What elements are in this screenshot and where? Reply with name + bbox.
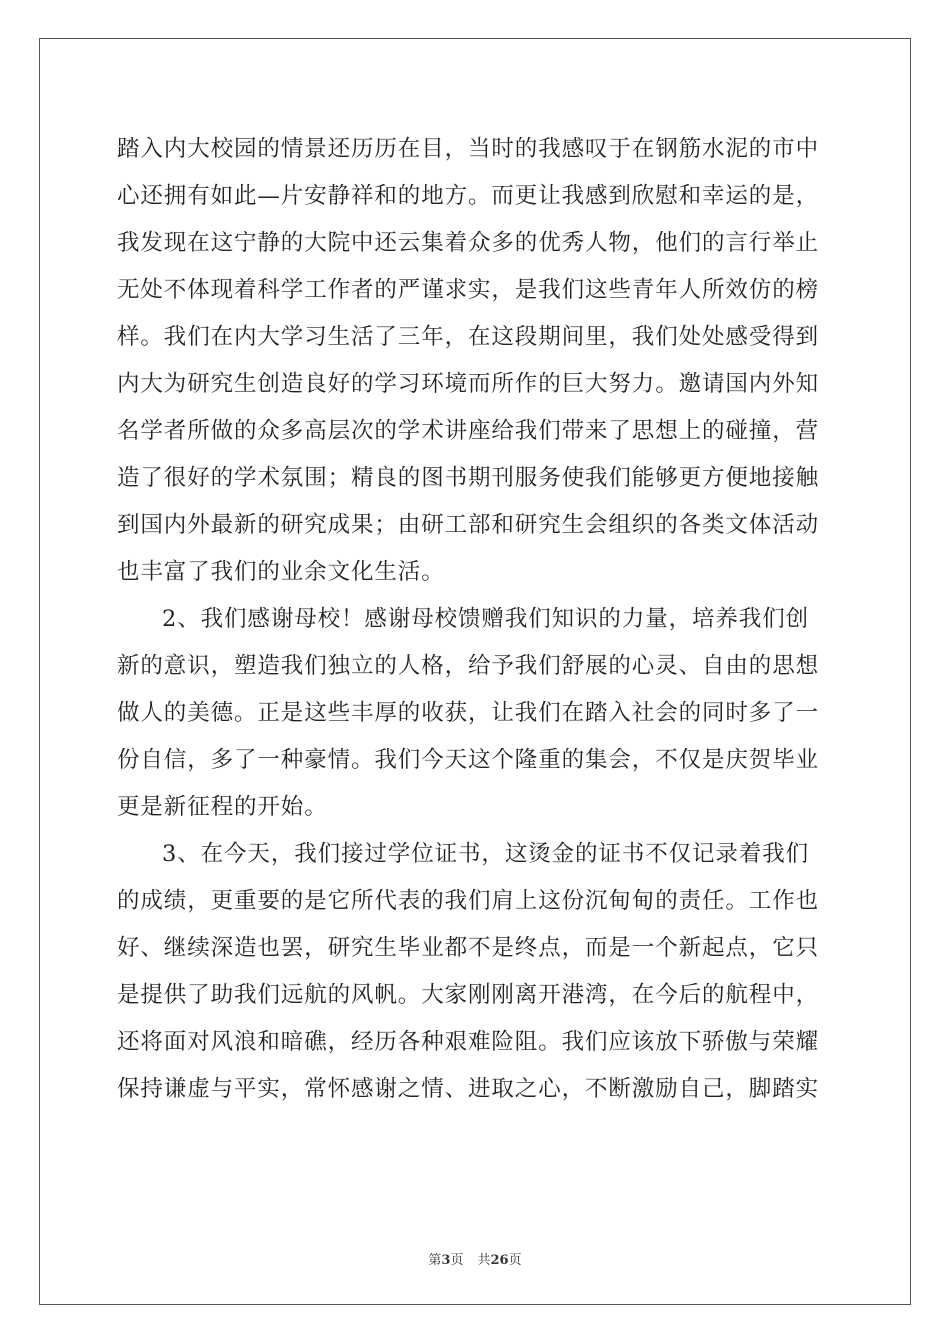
page-number: 3 <box>441 1253 451 1268</box>
document-body <box>117 126 835 1113</box>
text-line: 到国内外最新的研究成果；由研工部和研究生会组织的各类文体活动 <box>117 512 820 538</box>
text-line: 造了很好的学术氛围；精良的图书期刊服务使我们能够更方便地接触 <box>117 465 820 491</box>
text-line: 做人的美德。正是这些丰厚的收获，让我们在踏入社会的同时多了一 <box>117 700 820 726</box>
text-line: 我发现在这宁静的大院中还云集着众多的优秀人物，他们的言行举止 <box>117 230 820 256</box>
text-line: 还将面对风浪和暗礁，经历各种艰难险阻。我们应该放下骄傲与荣耀 <box>117 1029 820 1055</box>
total-pages: 26 <box>490 1253 509 1268</box>
text-line: 是提供了助我们远航的风帆。大家刚刚离开港湾，在今后的航程中， <box>117 982 820 1008</box>
text-line: 保持谦虚与平实，常怀感谢之情、进取之心，不断激励自己，脚踏实 <box>117 1076 820 1102</box>
page-prefix: 第 <box>428 1253 442 1268</box>
text-line: 踏入内大校园的情景还历历在目，当时的我感叹于在钢筋水泥的市中 <box>117 136 820 162</box>
paragraph-first-line: 2、我们感谢母校！感谢母校馈赠我们知识的力量，培养我们创 <box>162 606 810 632</box>
text-line: 无处不体现着科学工作者的严谨求实，是我们这些青年人所效仿的榜 <box>117 277 820 303</box>
page-suffix: 页 <box>450 1253 464 1268</box>
text-line: 名学者所做的众多高层次的学术讲座给我们带来了思想上的碰撞，营 <box>117 418 820 444</box>
text-line: 新的意识，塑造我们独立的人格，给予我们舒展的心灵、自由的思想 <box>117 653 820 679</box>
text-line: 也丰富了我们的业余文化生活。 <box>117 559 445 585</box>
paragraph-first-line: 3、在今天，我们接过学位证书，这烫金的证书不仅记录着我们 <box>162 841 810 867</box>
text-line: 份自信，多了一种豪情。我们今天这个隆重的集会，不仅是庆贺毕业 <box>117 747 820 773</box>
page-footer <box>0 1249 950 1268</box>
text-line: 内大为研究生创造良好的学习环境而所作的巨大努力。邀请国内外知 <box>117 371 820 397</box>
text-line: 好、继续深造也罢，研究生毕业都不是终点，而是一个新起点，它只 <box>117 935 820 961</box>
text-line: 的成绩，更重要的是它所代表的我们肩上这份沉甸甸的责任。工作也 <box>117 888 820 914</box>
text-line: 心还拥有如此—片安静祥和的地方。而更让我感到欣慰和幸运的是， <box>117 183 820 209</box>
total-prefix: 共 <box>477 1253 491 1268</box>
text-line: 样。我们在内大学习生活了三年，在这段期间里，我们处处感受得到 <box>117 324 820 350</box>
total-suffix: 页 <box>508 1253 522 1268</box>
text-line: 更是新征程的开始。 <box>117 794 328 820</box>
